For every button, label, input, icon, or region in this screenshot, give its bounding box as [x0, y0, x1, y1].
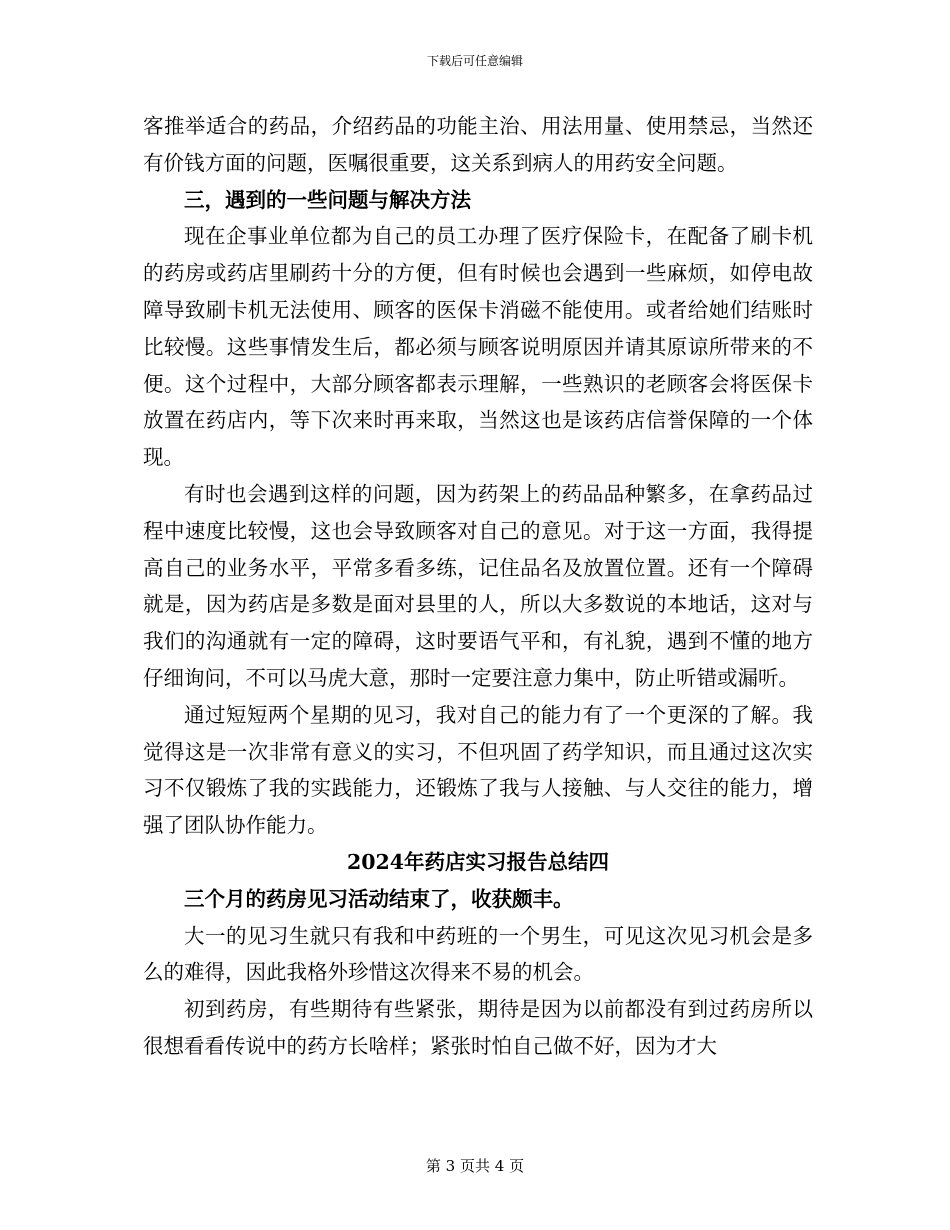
paragraph-insurance-card: 现在企事业单位都为自己的员工办理了医疗保险卡，在配备了刷卡机的药房或药店里刷药十分的方便，但有时候也会遇到一些麻烦，如停电故障导致刷卡机无法使用、顾客的医保卡消磁不能使用。或者给她们结账时比较慢。这些事情发生后，都必须与顾客说明原因并请其原谅所带来的不便。这个过程中，大部分顾客都表示理解，一些熟识的老顾客会将医保卡放置在药店内，等下次来时再来取，当然这也是该药店信誉保障的一个体现。 — [143, 224, 813, 470]
paragraph-first-year: 大一的见习生就只有我和中药班的一个男生，可见这次见习机会是多么的难得，因此我格外珍惜这次得来不易的机会。 — [143, 923, 813, 985]
report-lead-sentence: 三个月的药房见习活动结束了，收获颇丰。 — [184, 886, 574, 911]
page-header: 下载后可任意编辑 — [426, 54, 523, 68]
document-body — [143, 108, 813, 1065]
paragraph-drug-picking: 有时也会遇到这样的问题，因为药架上的药品品种繁多，在拿药品过程中速度比较慢，这也会导致顾客对自己的意见。对于这一方面，我得提高自己的业务水平，平常多看多练，记住品名及放置位置。还有一个障碍就是，因为药店是多数是面对县里的人，所以大多数说的本地话，这对与我们的沟通就有一定的障碍，这时要语气平和，有礼貌，遇到不懂的地方仔细询问，不可以马虎大意，那时一定要注意力集中，防止听错或漏听。 — [143, 481, 813, 690]
paragraph-continuation: 客推举适合的药品，介绍药品的功能主治、用法用量、使用禁忌，当然还有价钱方面的问题，医嘱很重要，这关系到病人的用药安全问题。 — [143, 114, 813, 175]
section-heading-problems: 三，遇到的一些问题与解决方法 — [184, 187, 471, 212]
paragraph-internship-summary: 通过短短两个星期的见习，我对自己的能力有了一个更深的了解。我觉得这是一次非常有意义的实习，不但巩固了药学知识，而且通过这次实习不仅锻炼了我的实践能力，还锻炼了我与人接触、与人交往的能力，增强了团队协作能力。 — [143, 702, 813, 838]
report-title: 2024年药店实习报告总结四 — [346, 849, 610, 874]
paragraph-arrival: 初到药房，有些期待有些紧张，期待是因为以前都没有到过药房所以很想看看传说中的药方长啥样；紧张时怕自己做不好，因为才大 — [143, 997, 813, 1058]
page-number: 第 3 页共 4 页 — [425, 1157, 525, 1175]
